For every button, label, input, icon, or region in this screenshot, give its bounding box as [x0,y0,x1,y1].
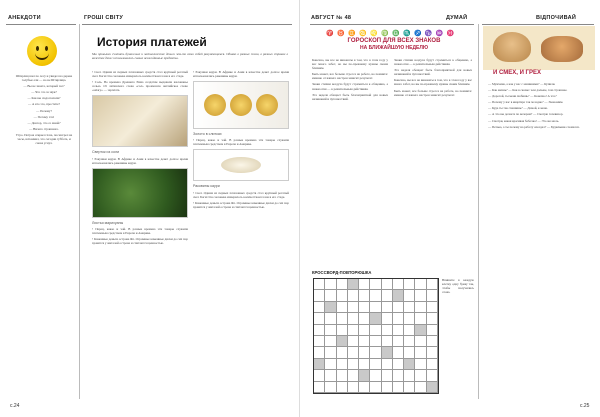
crossword-cell[interactable] [404,359,415,370]
crossword-cell[interactable] [393,313,404,324]
section-label-anecdotes: АНЕКДОТИ [8,15,41,21]
crossword-cell[interactable] [415,370,426,381]
crossword-cell[interactable] [427,370,438,381]
crossword-cell[interactable] [359,325,370,336]
top-rule [82,24,292,25]
salt-photo [92,95,188,147]
crossword-cell[interactable] [393,336,404,347]
issue-line: АВГУСТ № 48 [311,15,352,21]
crossword-cell[interactable] [370,382,381,393]
page-number: c.24 [10,403,20,409]
crossword-cell[interactable] [427,359,438,370]
crossword-cell[interactable] [404,347,415,358]
right-column-heading: И СМЕХ, И ГРЕХ [493,70,541,76]
zodiac-icons: ♈♉♊♋♌♍♎♏♐♑♒♓ [326,31,458,37]
spine [299,0,300,417]
crossword-grid[interactable] [313,278,439,394]
section-label-money: ГРОШІ СВІТУ [84,15,124,21]
crossword-cell[interactable] [337,325,348,336]
crossword-cell[interactable] [359,382,370,393]
crossword-cell[interactable] [382,302,393,313]
crossword-cell[interactable] [337,302,348,313]
crossword-cell[interactable] [415,359,426,370]
crossword-cell[interactable] [359,279,370,290]
crossword-cell[interactable] [427,325,438,336]
crossword-cell[interactable] [427,302,438,313]
crossword-title: КРОССВОРД-ПОВТОРЮШКА [312,270,372,275]
crossword-cell[interactable] [314,359,325,370]
horoscope-column-1 [312,58,388,268]
crossword-cell[interactable] [337,370,348,381]
top-rule [6,24,76,25]
crossword-cell[interactable] [404,279,415,290]
crossword-cell[interactable] [370,302,381,313]
crossword-cell[interactable] [427,279,438,290]
jokes-column [14,74,74,399]
crossword-cell[interactable] [348,382,359,393]
crossword-cell[interactable] [370,290,381,301]
photo-caption: Раковины каури [193,184,220,189]
crossword-cell[interactable] [314,313,325,324]
crossword-cell[interactable] [314,336,325,347]
crossword-cell[interactable] [325,313,336,324]
crossword-cell[interactable] [370,325,381,336]
crossword-cell[interactable] [337,290,348,301]
crossword-cell[interactable] [314,302,325,313]
column-divider [79,24,80,399]
horoscope-paragraph: Конечно, вы все не виноваты в том, что в этом году у вас много забот, но вы по-прежнему нужны своим близким. [394,78,472,87]
crossword-cell[interactable] [359,336,370,347]
crossword-hint: Впишите в каждую клетку одну букву так, чтобы получились слова. [442,278,474,295]
crossword-cell[interactable] [427,382,438,393]
article-paragraph: • Каменные деньги острова Яп. Огромные каменные диски до сих пор хранятся у жителей острова и считаются ценностью. [92,237,188,246]
joke-text: — А что вы делаете по вечерам? — Смотрю телевизор. [488,112,564,117]
crossword-cell[interactable] [427,347,438,358]
crossword-cell[interactable] [404,302,415,313]
article-paragraph: • Скот. Одним из первых платежных средств стал крупный рогатый скот. Богатство человека измерялось количеством голов в его стаде. [92,70,188,79]
crossword-cell[interactable] [325,325,336,336]
crossword-cell[interactable] [415,325,426,336]
article-intro: Мы привыкли считать бумажные и металлические деньги чем-то само собой разумеющимся. Однако в разные эпохи, в разных странах в качестве денег использовались самые неожиданные предметы. [92,52,288,61]
crossword-cell[interactable] [404,382,415,393]
crossword-cell[interactable] [415,279,426,290]
article-paragraph: • Ракушки каури. В Африке и Азии в качестве денег долгое время использовались раковины каури. [92,156,188,165]
crossword-cell[interactable] [325,290,336,301]
crossword-cell[interactable] [337,382,348,393]
crossword-cell[interactable] [382,370,393,381]
crossword-cell[interactable] [348,279,359,290]
crossword-cell[interactable] [348,336,359,347]
crossword-cell[interactable] [337,347,348,358]
horoscope-paragraph: Знаки стихии воздуха будут стремиться к общению, а знаки огня — к решительным действиям. [394,58,472,67]
joke-text: Утро. Петров открыл глаза, посмотрел на часы, вспомнил, что сегодня суббота, и снова уснул. [15,132,73,146]
crossword-cell[interactable] [359,370,370,381]
crossword-cell[interactable] [348,302,359,313]
top-rule [310,24,474,25]
horoscope-heading: ГОРОСКОП ДЛЯ ВСЕХ ЗНАКОВ [347,38,441,44]
crossword-cell[interactable] [393,279,404,290]
joke-text: — А кто это, простите? [28,102,60,107]
article-paragraph: • Перец, какао и чай. В разные времена эти товары служили платежным средством в Европе и Америке. [193,138,289,147]
crossword-cell[interactable] [382,290,393,301]
article-paragraph: • Каменные деньги острова Яп. Огромные каменные диски до сих пор хранятся у жителей острова и считаются ценностью. [193,200,289,209]
crossword-cell[interactable] [393,382,404,393]
joke-text: — Как вы сюда попали? [27,96,61,101]
horoscope-paragraph: Эта неделя обещает быть благоприятной для новых начинаний и путешествий. [312,92,388,101]
horoscope-paragraph: Быть может, все больше стресса на работе, но помните: именно от вашего настроя зависит результат. [394,88,472,97]
crossword-cell[interactable] [337,336,348,347]
photo-caption: Золото в слитках [193,132,222,137]
crossword-cell[interactable] [382,313,393,324]
horoscope-column-2 [394,58,472,268]
crossword-cell[interactable] [427,313,438,324]
crossword-cell[interactable] [370,313,381,324]
crossword-cell[interactable] [359,302,370,313]
article-paragraph: • Ракушки каури. В Африке и Азии в качестве денег долгое время использовались раковины каури. [193,70,289,79]
article-paragraph: • Соль. Во времена Древнего Рима солдатам выдавали жалованье солью. От латинского слова «сал» произошло английское слово «salary» — зарплата. [92,80,188,93]
horoscope-subheading: НА БЛИЖАЙШУЮ НЕДЕЛЮ [359,45,429,51]
crossword-cell[interactable] [393,290,404,301]
crossword-cell[interactable] [314,325,325,336]
crossword-cell[interactable] [382,382,393,393]
photo-caption: Сверток из соли [92,150,120,155]
crossword-cell[interactable] [382,347,393,358]
shell-photo [193,149,289,181]
joke-text: — Вы не знаете, который час? [23,84,65,89]
crossword-cell[interactable] [325,347,336,358]
crossword-cell[interactable] [370,347,381,358]
joke-text: — Почему у вас в квартире так холодно? — Экономим. [488,100,564,105]
section-label-think: ДУМАЙ [446,15,468,21]
joke-text: — Куда ты так спешишь? — Домой, к жене. [488,106,548,111]
smiley-icon [27,36,57,66]
section-label-relax: ВІДПОЧИВАЙ [536,15,577,21]
crossword-cell[interactable] [325,359,336,370]
crossword-cell[interactable] [382,325,393,336]
coins-photo [193,81,289,129]
horoscope-title [320,38,468,52]
crossword-cell[interactable] [348,359,359,370]
crossword-cell[interactable] [415,382,426,393]
joke-text: — Дорогой, ты меня любишь? — Конечно! А что? [488,94,557,99]
joke-text: — Петька, а ты почему на работу опоздал? — Будильник сломался. [488,124,580,129]
crossword-cell[interactable] [348,347,359,358]
crossword-cell[interactable] [325,336,336,347]
joke-text: — Потому что! [33,114,55,119]
crossword-cell[interactable] [393,325,404,336]
leaves-photo [92,168,188,218]
right-jokes-column [488,82,594,394]
crossword-cell[interactable] [314,347,325,358]
crossword-cell[interactable] [415,313,426,324]
crossword-cell[interactable] [337,313,348,324]
crossword-cell[interactable] [325,382,336,393]
article-column-1 [92,70,188,395]
crossword-cell[interactable] [370,279,381,290]
joke-text: — Что это за звук? [31,90,57,95]
joke-text: — Доктор, что со мной? [27,120,61,125]
crossword-cell[interactable] [427,336,438,347]
crossword-cell[interactable] [415,302,426,313]
crossword-cell[interactable] [370,370,381,381]
horoscope-paragraph: Быть может, все больше стресса на работе, но помните: именно от вашего настроя зависит результат. [312,72,388,81]
crossword-cell[interactable] [348,370,359,381]
article-title: История платежей [97,35,207,49]
crossword-cell[interactable] [348,313,359,324]
page-number: c.25 [580,403,590,409]
crossword-cell[interactable] [393,370,404,381]
crossword-cell[interactable] [382,279,393,290]
joke-text: — Почему? [36,108,52,113]
crossword-cell[interactable] [415,336,426,347]
joke-text: — Ничего страшного. [29,126,59,131]
crossword-cell[interactable] [325,279,336,290]
crossword-cell[interactable] [359,359,370,370]
crossword-cell[interactable] [325,302,336,313]
joke-text: Штирлиц шел по лесу и увидел на дереве голубые ели — но не Штирлица. [15,74,73,83]
crossword-cell[interactable] [314,370,325,381]
article-paragraph: • Скот. Одним из первых платежных средств стал крупный рогатый скот. Богатство человека измерялось количеством голов в его стаде. [193,190,289,199]
horoscope-paragraph: Конечно, вы все не виноваты в том, что в этом году у вас много забот, но вы по-прежнему нужны своим близким. [312,58,388,71]
crossword-cell[interactable] [404,370,415,381]
crossword-cell[interactable] [314,382,325,393]
article-paragraph: • Перец, какао и чай. В разные времена эти товары служили платежным средством в Европе и Америке. [92,226,188,235]
horoscope-paragraph: Знаки стихии воздуха будут стремиться к общению, а знаки огня — к решительным действиям. [312,82,388,91]
crossword-cell[interactable] [348,325,359,336]
article-column-2 [193,70,289,395]
photo-caption: Листья марихуаны [92,220,124,225]
crossword-cell[interactable] [393,359,404,370]
column-divider [478,24,479,399]
crossword-cell[interactable] [404,325,415,336]
joke-text: — Смотри, какая красивая бабочка! — Это же моль. [488,118,560,123]
crossword-cell[interactable] [404,290,415,301]
crossword-cell[interactable] [337,279,348,290]
joke-text: — Мужчина, а как у вас с машинами? — Купили. [488,82,556,86]
crossword-cell[interactable] [359,313,370,324]
crossword-cell[interactable] [314,279,325,290]
crossword-cell[interactable] [415,347,426,358]
crossword-cell[interactable] [404,313,415,324]
crossword-cell[interactable] [348,290,359,301]
crossword-cell[interactable] [314,290,325,301]
crossword-cell[interactable] [382,336,393,347]
crossword-cell[interactable] [370,336,381,347]
crossword-cell[interactable] [337,359,348,370]
crossword-cell[interactable] [415,290,426,301]
crossword-cell[interactable] [427,290,438,301]
crossword-cell[interactable] [359,290,370,301]
crossword-cell[interactable] [404,336,415,347]
crossword-cell[interactable] [359,347,370,358]
crossword-cell[interactable] [382,359,393,370]
horoscope-paragraph: Эта неделя обещает быть благоприятной для новых начинаний и путешествий. [394,68,472,77]
illustration-header [483,26,595,70]
joke-text: — Как жизнь? — Как в сказке: чем дальше, тем страшнее. [488,88,568,93]
top-rule [482,24,594,25]
crossword-cell[interactable] [393,347,404,358]
crossword-cell[interactable] [370,359,381,370]
crossword-cell[interactable] [325,370,336,381]
crossword-cell[interactable] [393,302,404,313]
